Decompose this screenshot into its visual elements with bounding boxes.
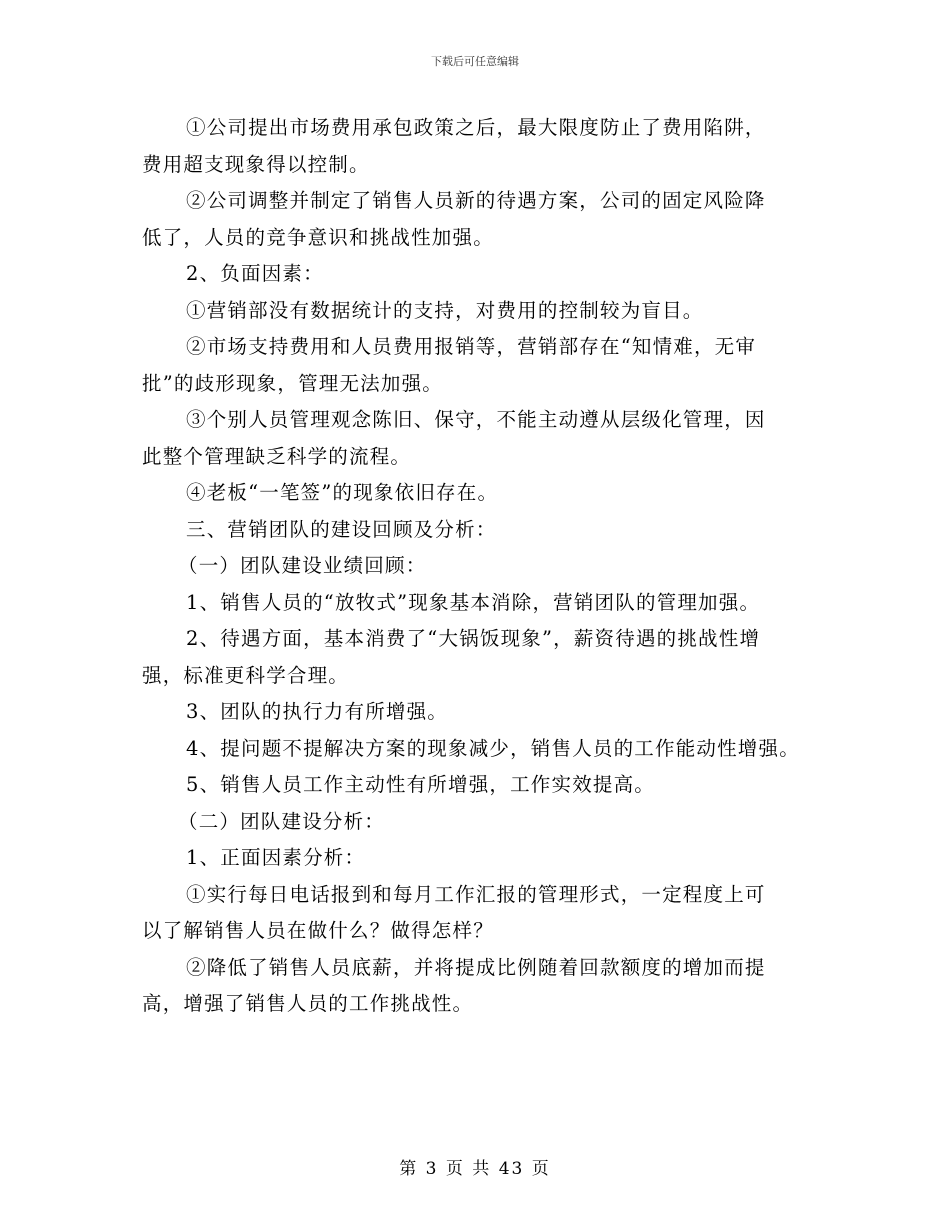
paragraph: ①营销部没有数据统计的支持，对费用的控制较为盲目。 bbox=[186, 298, 704, 322]
paragraph: 批”的歧形现象，管理无法加强。 bbox=[142, 371, 443, 395]
paragraph: 4、提问题不提解决方案的现象减少，销售人员的工作能动性增强。 bbox=[186, 736, 800, 760]
paragraph: 2、负面因素： bbox=[186, 262, 324, 285]
paragraph: ④老板“一笔签”的现象依旧存在。 bbox=[186, 481, 499, 504]
paragraph: 高，增强了销售人员的工作挑战性。 bbox=[142, 992, 474, 1015]
page-footer: 第 3 页 共 43 页 bbox=[399, 1159, 551, 1179]
subsection-heading: （二）团队建设分析： bbox=[178, 809, 386, 833]
paragraph: 1、正面因素分析： bbox=[186, 846, 366, 869]
paragraph: ①实行每日电话报到和每月工作汇报的管理形式，一定程度上可 bbox=[186, 882, 766, 906]
paragraph: 强，标准更科学合理。 bbox=[142, 663, 350, 687]
paragraph: 5、销售人员工作主动性有所增强，工作实效提高。 bbox=[186, 773, 656, 796]
subsection-heading: （一）团队建设业绩回顾： bbox=[178, 554, 427, 577]
paragraph: ②降低了销售人员底薪，并将提成比例随着回款额度的增加而提 bbox=[186, 955, 766, 979]
paragraph: 此整个管理缺乏科学的流程。 bbox=[142, 444, 412, 468]
paragraph: ①公司提出市场费用承包政策之后，最大限度防止了费用陷阱， bbox=[186, 116, 766, 139]
paragraph: 2、待遇方面，基本消费了“大锅饭现象”，薪资待遇的挑战性增 bbox=[186, 627, 761, 650]
paragraph: 3、团队的执行力有所增强。 bbox=[186, 700, 449, 723]
section-heading: 三、营销团队的建设回顾及分析： bbox=[186, 517, 497, 541]
paragraph: 1、销售人员的“放牧式”现象基本消除，营销团队的管理加强。 bbox=[186, 590, 761, 614]
paragraph: 低了，人员的竞争意识和挑战性加强。 bbox=[142, 225, 494, 249]
paragraph: ②公司调整并制定了销售人员新的待遇方案，公司的固定风险降 bbox=[186, 189, 766, 212]
paragraph: 以了解销售人员在做什么？做得怎样？ bbox=[142, 919, 494, 942]
paragraph: ②市场支持费用和人员费用报销等，营销部存在“知情难，无审 bbox=[186, 335, 757, 358]
page-header: 下载后可任意编辑 bbox=[431, 55, 519, 68]
paragraph: 费用超支现象得以控制。 bbox=[142, 152, 370, 176]
paragraph: ③个别人员管理观念陈旧、保守，不能主动遵从层级化管理，因 bbox=[186, 408, 766, 431]
document-body bbox=[142, 110, 822, 1023]
